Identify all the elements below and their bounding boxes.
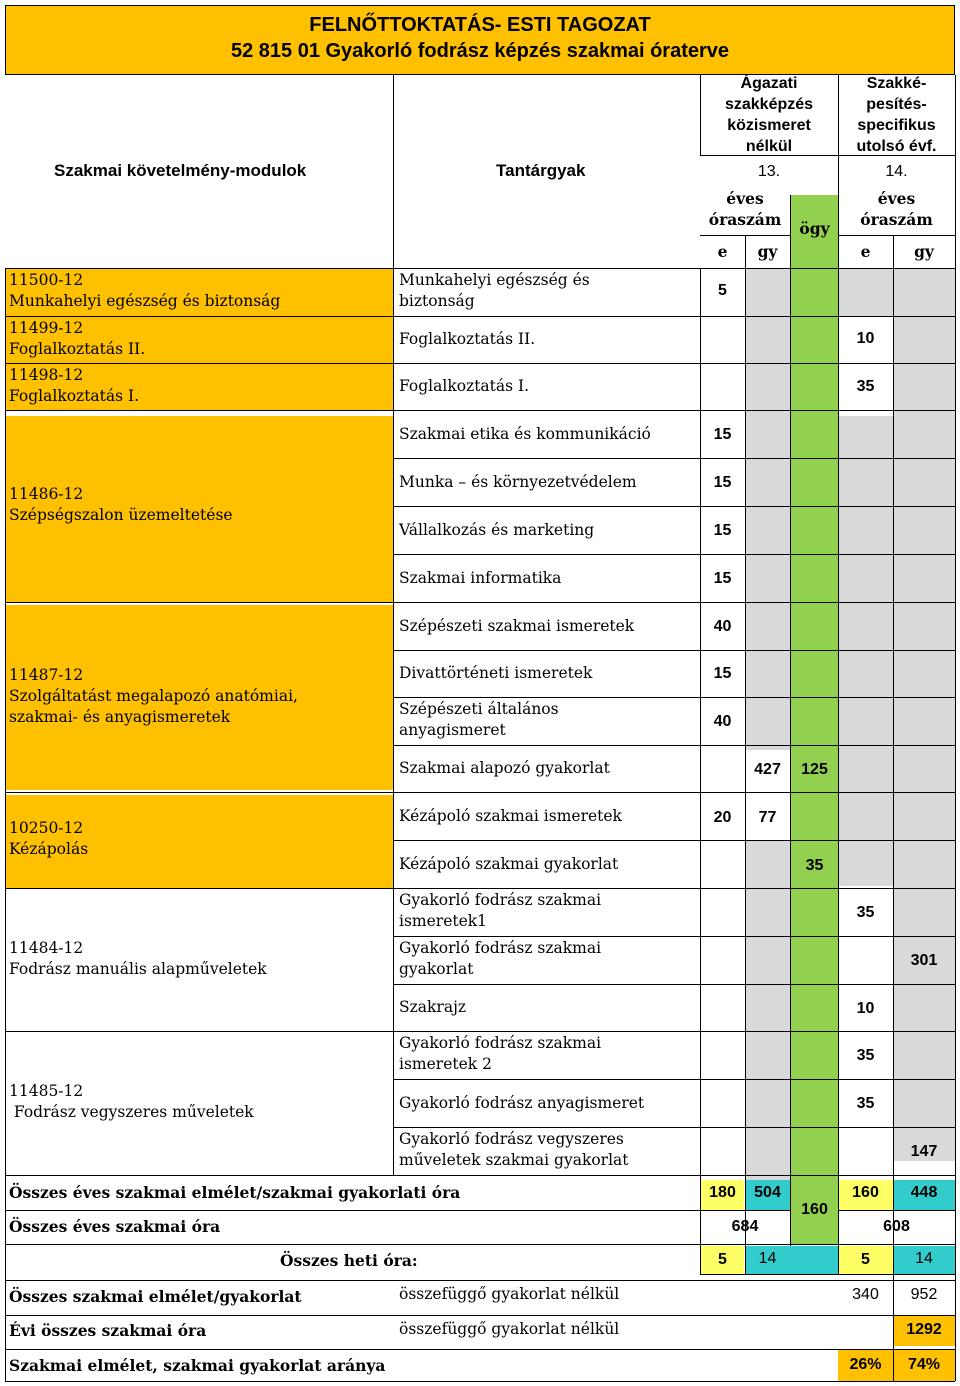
subject-name: Szakrajz <box>399 998 467 1016</box>
module-name: Kézápolás <box>9 840 89 858</box>
gy14-shade <box>893 268 955 1161</box>
title-line1: FELNŐTTOKTATÁS- ESTI TAGOZAT <box>309 14 651 36</box>
subject-name: Foglalkoztatás II. <box>399 330 536 348</box>
subject-name: Vállalkozás és marketing <box>399 521 595 539</box>
totals-yearly-value: 1292 <box>906 1321 942 1338</box>
module-name: Fodrász manuális alapműveletek <box>9 960 267 978</box>
module-name: Munkahelyi egészség és biztonság <box>9 292 281 310</box>
value-e13: 15 <box>713 665 732 682</box>
value-gy13: 427 <box>754 761 781 778</box>
module-code: 11484-12 <box>9 939 84 957</box>
header-oraszam-13: óraszám <box>708 210 782 229</box>
header-year14: 14. <box>885 163 908 180</box>
total-annual13: 684 <box>731 1218 759 1235</box>
module-code: 10250-12 <box>9 819 84 837</box>
e14-shade <box>838 268 893 316</box>
module-code: 11499-12 <box>9 319 84 337</box>
subject-name: biztonság <box>399 292 475 310</box>
weekly-gy14: 14 <box>915 1250 933 1267</box>
total-annual14: 608 <box>883 1218 910 1235</box>
e14-shade <box>838 416 893 886</box>
gy13-shade <box>746 840 790 1180</box>
total-e14: 160 <box>852 1184 879 1201</box>
header-oraszam-14: óraszám <box>860 210 933 229</box>
header-sector-4: nélkül <box>745 138 793 155</box>
value-e13: 40 <box>713 618 732 635</box>
totals-alltp-gy: 952 <box>910 1286 938 1303</box>
header-e13: e <box>717 242 728 261</box>
subject-name: Kézápoló szakmai gyakorlat <box>399 855 619 873</box>
module-code: 11487-12 <box>9 666 84 684</box>
total-gy13: 504 <box>754 1184 781 1201</box>
subject-name: Szépészeti általános <box>399 700 559 718</box>
module-code: 11500-12 <box>9 271 84 289</box>
value-gy14: 301 <box>910 952 938 969</box>
value-e13: 20 <box>713 809 732 826</box>
totals-tp-label: Összes éves szakmai elmélet/szakmai gyakorlati óra <box>9 1183 461 1202</box>
subject-name: Munkahelyi egészség és <box>399 271 590 289</box>
header-ogy: ögy <box>799 219 830 238</box>
totals-weekly-label: Összes heti óra: <box>280 1251 418 1270</box>
gy13-shade <box>746 268 790 750</box>
subject-name: anyagismeret <box>399 721 506 739</box>
subject-name: Szakmai etika és kommunikáció <box>399 425 651 443</box>
value-e14: 35 <box>856 1095 875 1112</box>
subject-name: ismeretek1 <box>399 912 488 930</box>
header-sector-3: közismeret <box>727 117 811 134</box>
subject-name: gyakorlat <box>399 960 474 978</box>
header-sector-1: Ágazati <box>740 75 798 92</box>
subject-name: Gyakorló fodrász szakmai <box>399 1034 602 1052</box>
module-name: Szolgáltatást megalapozó anatómiai, <box>9 687 298 705</box>
header-eves-14: éves <box>877 189 916 208</box>
module-name: Foglalkoztatás I. <box>9 387 140 405</box>
weekly-gy13: 14 <box>758 1250 777 1267</box>
totals-annual-label: Összes éves szakmai óra <box>9 1217 221 1236</box>
ratio-gy: 74% <box>907 1356 941 1373</box>
value-e14: 35 <box>856 378 875 395</box>
subject-name: Szakmai informatika <box>399 569 562 587</box>
value-e13: 40 <box>713 713 732 730</box>
header-year13: 13. <box>757 163 781 180</box>
header-spec-1: Szakké- <box>866 75 927 92</box>
value-e13: 15 <box>713 522 732 539</box>
subject-name: Gyakorló fodrász szakmai <box>399 939 602 957</box>
header-spec-2: pesítés- <box>866 96 927 113</box>
title-line2: 52 815 01 Gyakorló fodrász képzés szakmai óraterve <box>230 40 730 62</box>
header-eves-13: éves <box>726 189 764 208</box>
ogy-shade <box>791 195 838 1245</box>
weekly-e14: 5 <box>861 1251 870 1268</box>
subject-name: Munka – és környezetvédelem <box>399 473 637 491</box>
value-e13: 5 <box>718 282 727 299</box>
subject-name: Gyakorló fodrász anyagismeret <box>399 1094 645 1112</box>
subject-name: Kézápoló szakmai ismeretek <box>399 807 622 825</box>
total-e13: 180 <box>709 1184 736 1201</box>
subject-name: ismeretek 2 <box>399 1055 492 1073</box>
ratio-e: 26% <box>849 1356 882 1373</box>
value-gy14: 147 <box>910 1143 938 1160</box>
total-gy14: 448 <box>910 1184 938 1201</box>
subject-name: Gyakorló fodrász vegyszeres <box>399 1130 624 1148</box>
totals-ratio-label: Szakmai elmélet, szakmai gyakorlat aránya <box>9 1356 386 1375</box>
module-name: Fodrász vegyszeres műveletek <box>9 1103 254 1121</box>
value-e13: 15 <box>713 474 732 491</box>
value-gy13: 77 <box>758 809 777 826</box>
totals-alltp-note: összefüggő gyakorlat nélkül <box>399 1285 620 1303</box>
module-code: 11485-12 <box>9 1082 84 1100</box>
header-sector-2: szakképzés <box>724 96 814 113</box>
value-e14: 35 <box>856 904 875 921</box>
module-name: Foglalkoztatás II. <box>9 340 146 358</box>
totals-yearly-note: összefüggő gyakorlat nélkül <box>399 1320 620 1338</box>
subject-name: Divattörténeti ismeretek <box>399 664 593 682</box>
header-e14: e <box>860 242 871 261</box>
value-ogy: 35 <box>805 857 824 874</box>
subject-name: Gyakorló fodrász szakmai <box>399 891 602 909</box>
module-name: Szépségszalon üzemeltetése <box>9 506 233 524</box>
totals-alltp-e: 340 <box>852 1286 879 1303</box>
header-gy14: gy <box>914 242 934 261</box>
weekly-e13: 5 <box>718 1251 727 1268</box>
totals-yearly-label: Évi összes szakmai óra <box>9 1321 207 1340</box>
subject-name: Foglalkoztatás I. <box>399 377 530 395</box>
subject-name: műveletek szakmai gyakorlat <box>399 1151 629 1169</box>
value-e14: 10 <box>856 1000 875 1017</box>
header-subjects: Tantárgyak <box>496 161 586 180</box>
subject-name: Szakmai alapozó gyakorlat <box>399 759 610 777</box>
value-e14: 35 <box>856 1047 875 1064</box>
header-spec-4: utolsó évf. <box>856 138 937 155</box>
total-ogy: 160 <box>801 1201 828 1218</box>
value-e13: 15 <box>713 426 732 443</box>
subject-name: Szépészeti szakmai ismeretek <box>399 617 635 635</box>
totals-alltp-label: Összes szakmai elmélet/gyakorlat <box>9 1287 302 1306</box>
module-code: 11498-12 <box>9 366 84 384</box>
value-e13: 15 <box>713 570 732 587</box>
header-gy13: gy <box>757 242 778 261</box>
module-code: 11486-12 <box>9 485 84 503</box>
value-ogy: 125 <box>801 761 828 778</box>
value-e14: 10 <box>856 330 875 347</box>
header-spec-3: specifikus <box>857 117 936 134</box>
module-name: szakmai- és anyagismeretek <box>9 708 231 726</box>
header-modules: Szakmai követelmény-modulok <box>54 161 307 180</box>
